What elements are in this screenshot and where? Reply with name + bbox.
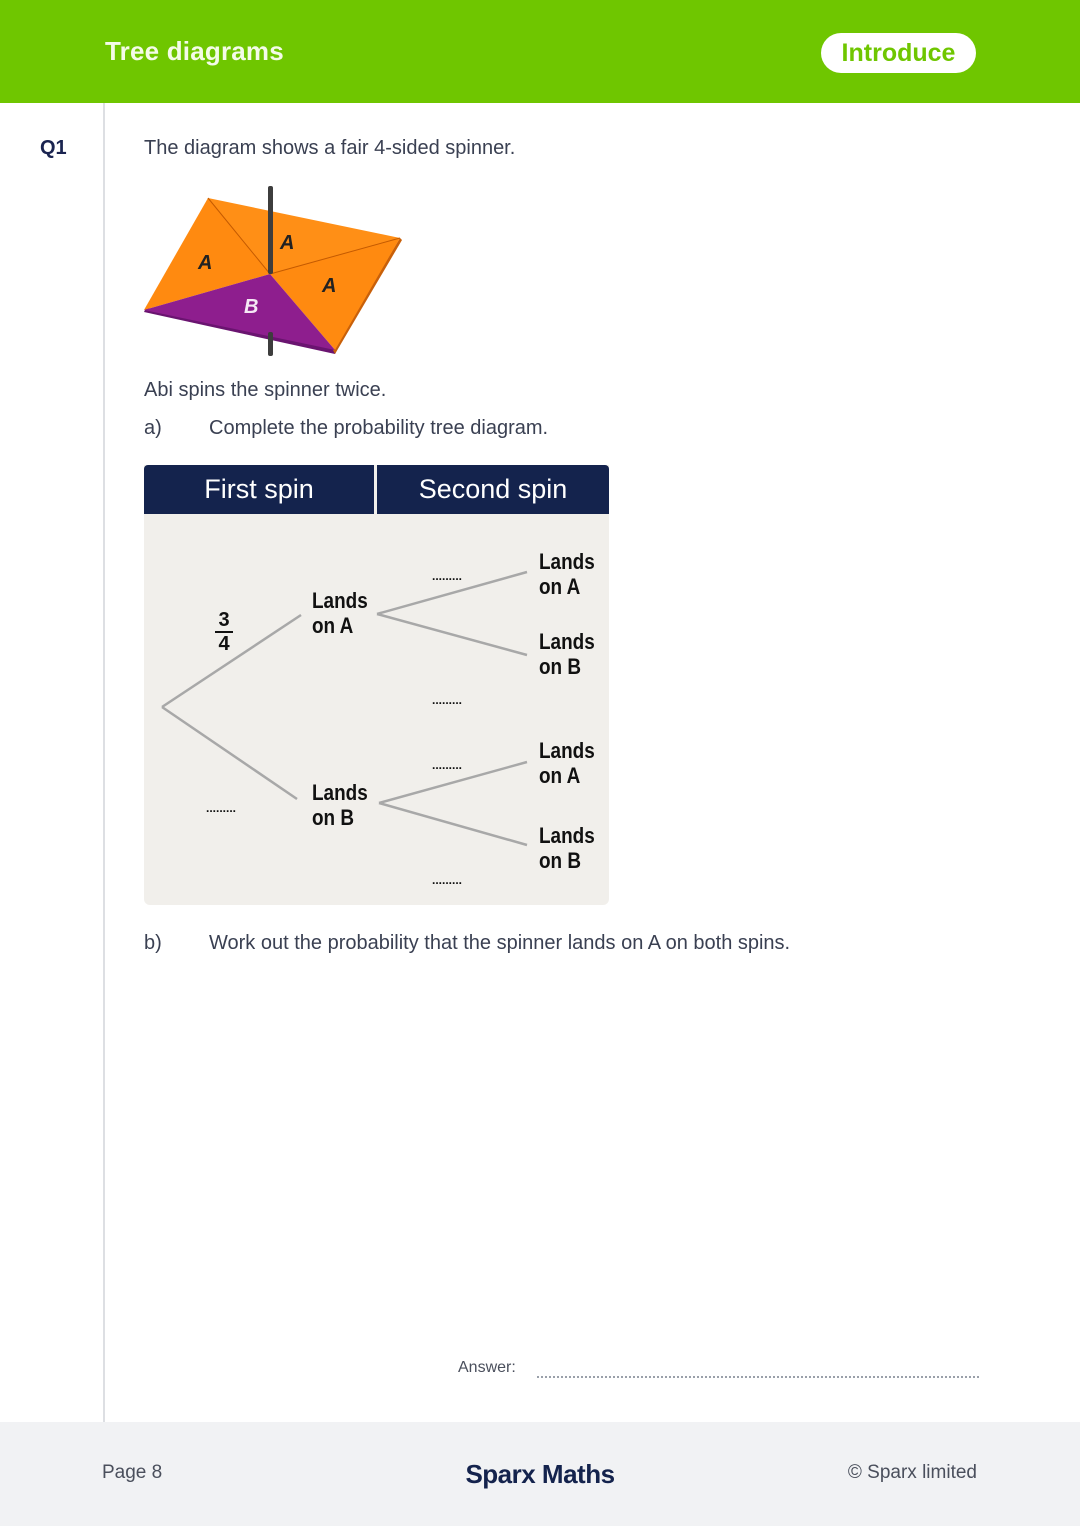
introduce-badge: Introduce xyxy=(821,33,976,73)
header-bar xyxy=(0,0,1080,103)
question-number: Q1 xyxy=(40,137,67,159)
spinner-label-a1: A xyxy=(198,252,213,274)
topic-title: Tree diagrams xyxy=(105,36,284,66)
page-number: Page 8 xyxy=(102,1462,163,1483)
spinner-label-b: B xyxy=(244,296,259,318)
probability-tree xyxy=(144,465,609,905)
part-a-label: a) xyxy=(144,417,162,439)
part-a-text: Complete the probability tree diagram. xyxy=(209,417,549,439)
copyright-text: © Sparx limited xyxy=(847,1462,977,1483)
margin-divider xyxy=(103,103,105,1423)
answer-label: Answer: xyxy=(458,1359,516,1376)
question-intro: The diagram shows a fair 4-sided spinner. xyxy=(144,137,516,159)
node-second-bb: Lands on B xyxy=(539,823,595,873)
spinner-image xyxy=(140,182,410,362)
node-second-ba: Lands on A xyxy=(539,738,595,788)
spinner-label-a2: A xyxy=(280,232,295,254)
spinner-label-a3: A xyxy=(322,275,337,297)
context-text: Abi spins the spinner twice. xyxy=(144,379,387,401)
header-first-spin: First spin xyxy=(144,465,374,514)
prob-first-b-blank[interactable]: ......... xyxy=(206,801,237,815)
part-b-text: Work out the probability that the spinner lands on A on both spins. xyxy=(209,932,791,954)
answer-field[interactable] xyxy=(537,1376,979,1378)
prob-second-aa-blank[interactable]: ......... xyxy=(432,569,463,583)
footer-bar xyxy=(0,1422,1080,1526)
part-b-label: b) xyxy=(144,932,162,954)
node-second-aa: Lands on A xyxy=(539,549,595,599)
node-first-a: Lands on A xyxy=(312,588,368,638)
prob-second-bb-blank[interactable]: ......... xyxy=(432,873,463,887)
node-first-b: Lands on B xyxy=(312,780,368,830)
header-second-spin: Second spin xyxy=(377,465,609,514)
prob-first-a: 3 4 xyxy=(214,610,234,654)
prob-second-ab-blank[interactable]: ......... xyxy=(432,693,463,707)
node-second-ab: Lands on B xyxy=(539,629,595,679)
brand-logo: Sparx Maths xyxy=(465,1459,615,1489)
prob-second-ba-blank[interactable]: ......... xyxy=(432,758,463,772)
